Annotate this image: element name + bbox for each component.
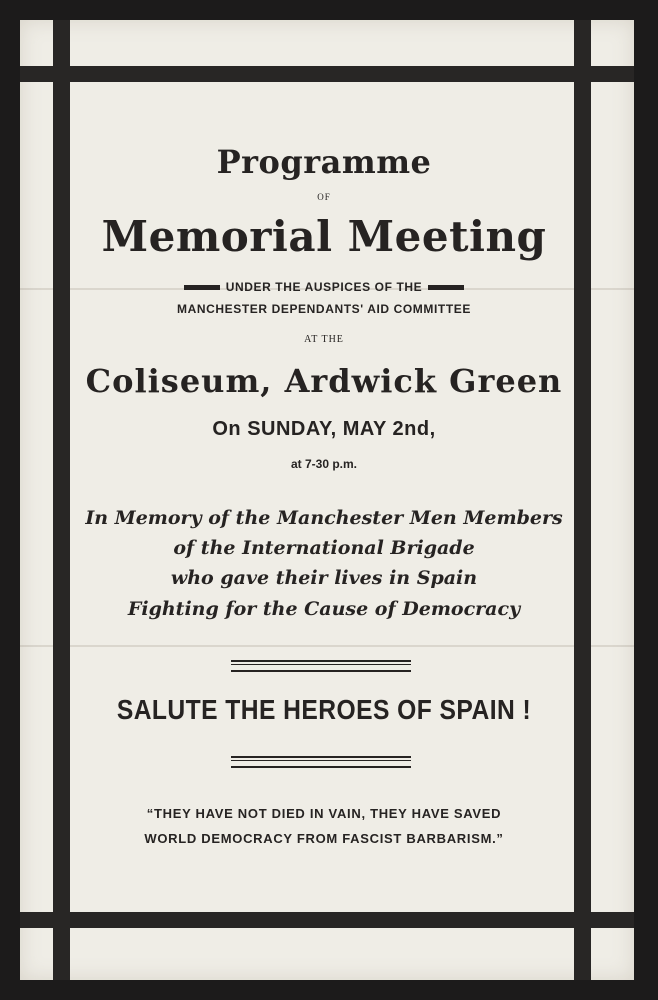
venue-name: Coliseum, Ardwick Green [85,362,563,400]
memorial-meeting-heading: Memorial Meeting [101,212,547,261]
auspices-text: UNDER THE AUSPICES OF THE [225,280,423,294]
memory-line: In Memory of the Manchester Men Members [85,507,563,529]
lower-divider-rule [231,756,411,768]
event-time: at 7-30 p.m. [290,457,358,471]
leaflet-content [70,0,578,1000]
auspices-line [70,280,578,294]
quote-line: WORLD DEMOCRACY FROM FASCIST BARBARISM.” [144,831,504,846]
event-date: On SUNDAY, MAY 2nd, [212,418,436,440]
programme-title: Programme [216,143,432,181]
right-dash [428,285,464,290]
left-dash [184,285,220,290]
of-label: OF [317,192,331,202]
at-the-label: AT THE [304,334,344,345]
memory-line: Fighting for the Cause of Democracy [127,598,521,620]
upper-divider-rule [231,660,411,672]
memory-line: of the International Brigade [173,537,475,559]
salute-slogan: SALUTE THE HEROES OF SPAIN ! [116,694,532,725]
quote-line: “THEY HAVE NOT DIED IN VAIN, THEY HAVE SAVED [146,806,502,821]
left-border-bar [53,20,70,980]
memory-line: who gave their lives in Spain [170,567,478,589]
committee-name: MANCHESTER DEPENDANTS' AID COMMITTEE [176,302,471,316]
